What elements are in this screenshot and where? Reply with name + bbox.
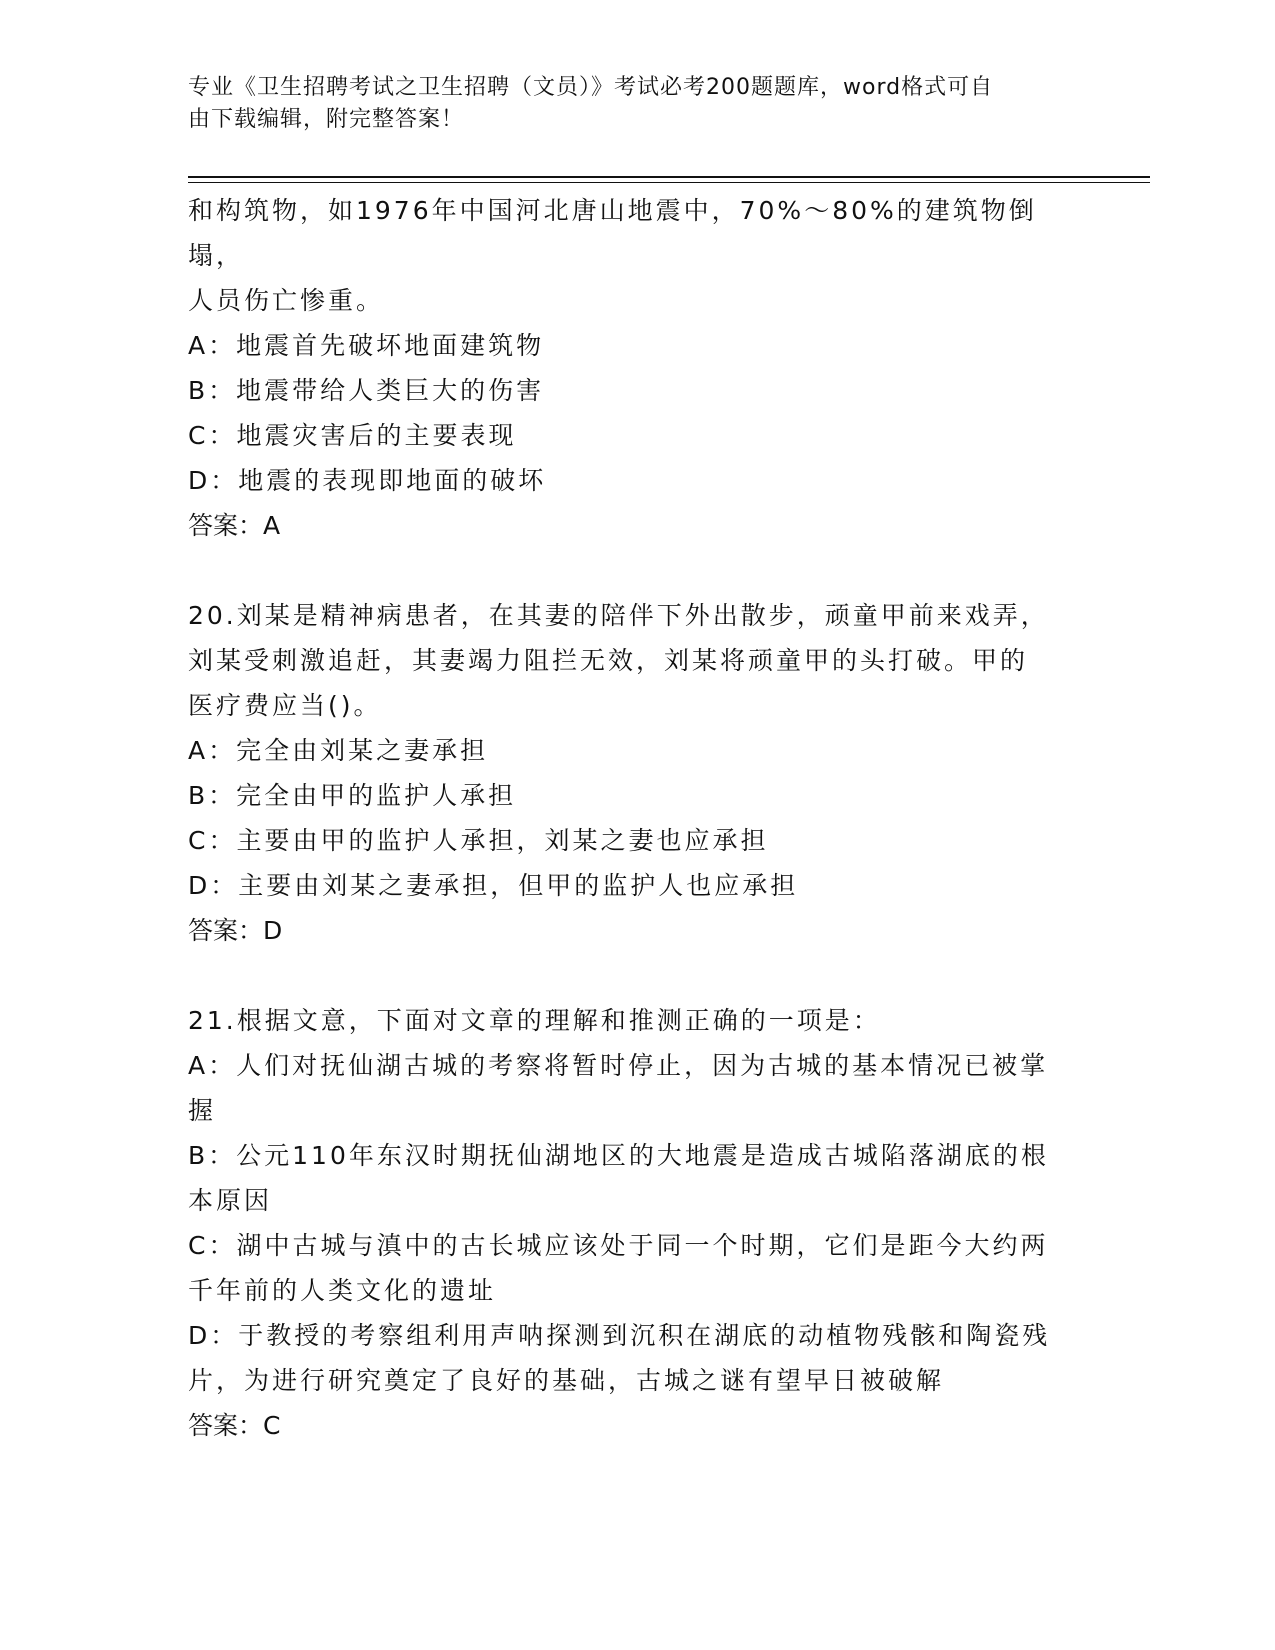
header-rule-thick (188, 176, 1150, 178)
question-text-line: 医疗费应当()。 (188, 691, 382, 720)
option-a: A：完全由刘某之妻承担 (188, 736, 489, 765)
option-d-continued: 片，为进行研究奠定了良好的基础，古城之谜有望早日被破解 (188, 1366, 945, 1395)
option-c-continued: 千年前的人类文化的遗址 (188, 1276, 497, 1305)
spacer (188, 548, 1078, 593)
question-21-block (188, 998, 1078, 1448)
answer-line: 答案：C (188, 1411, 281, 1440)
spacer (188, 953, 1078, 998)
question-text-line: 20.刘某是精神病患者，在其妻的陪伴下外出散步，顽童甲前来戏弄， (188, 601, 1049, 630)
option-d: D：主要由刘某之妻承担，但甲的监护人也应承担 (188, 871, 799, 900)
option-c: C：地震灾害后的主要表现 (188, 421, 517, 450)
option-d: D：地震的表现即地面的破坏 (188, 466, 547, 495)
header-line-1: 专业《卫生招聘考试之卫生招聘（文员）》考试必考200题题库，word格式可自 (188, 75, 994, 100)
header-line-2: 由下载编辑，附完整答案！ (188, 107, 465, 132)
option-a-continued: 握 (188, 1096, 217, 1125)
option-a: A：人们对抚仙湖古城的考察将暂时停止，因为古城的基本情况已被掌 (188, 1051, 1049, 1080)
option-c: C：主要由甲的监护人承担，刘某之妻也应承担 (188, 826, 769, 855)
question-text-line: 刘某受刺激追赶，其妻竭力阻拦无效，刘某将顽童甲的头打破。甲的 (188, 646, 1029, 675)
option-c: C：湖中古城与滇中的古长城应该处于同一个时期，它们是距今大约两 (188, 1231, 1049, 1260)
option-b: B：完全由甲的监护人承担 (188, 781, 517, 810)
header-rule-thin (188, 182, 1150, 183)
question-text-line: 和构筑物，如1976年中国河北唐山地震中，70%～80%的建筑物倒塌， (188, 196, 1037, 270)
document-body (188, 188, 1078, 1448)
question-20-block (188, 593, 1078, 953)
option-a: A：地震首先破坏地面建筑物 (188, 331, 545, 360)
option-d: D：于教授的考察组利用声呐探测到沉积在湖底的动植物残骸和陶瓷残 (188, 1321, 1051, 1350)
option-b: B：地震带给人类巨大的伤害 (188, 376, 545, 405)
option-b-continued: 本原因 (188, 1186, 273, 1215)
question-19-block (188, 188, 1078, 548)
answer-line: 答案：D (188, 916, 283, 945)
question-text-line: 人员伤亡惨重。 (188, 286, 385, 315)
question-text-line: 21.根据文意，下面对文章的理解和推测正确的一项是： (188, 1006, 881, 1035)
answer-line: 答案：A (188, 511, 281, 540)
option-b: B：公元110年东汉时期抚仙湖地区的大地震是造成古城陷落湖底的根 (188, 1141, 1049, 1170)
document-header (188, 72, 1068, 136)
